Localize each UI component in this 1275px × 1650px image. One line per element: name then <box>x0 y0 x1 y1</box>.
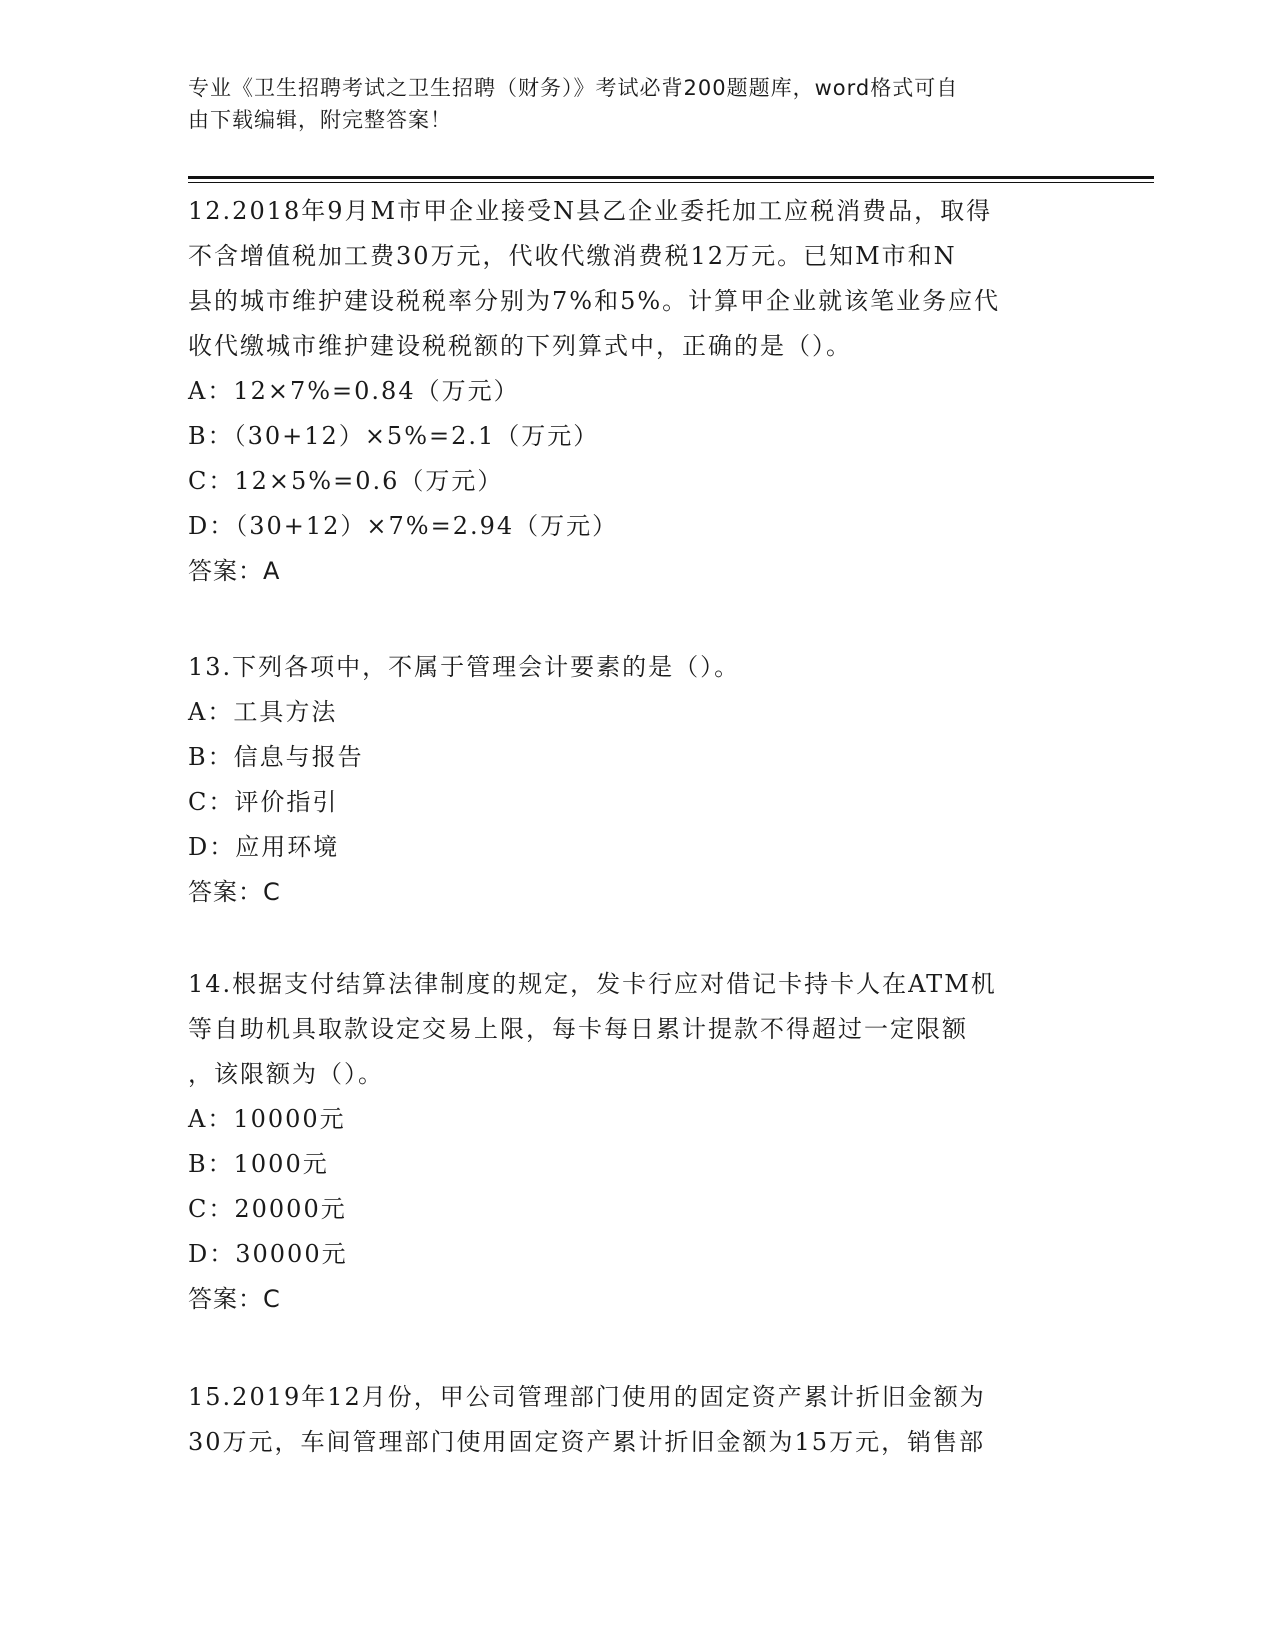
question-15 <box>188 1375 1088 1465</box>
option-b: B：信息与报告 <box>188 743 364 771</box>
option-a: A：工具方法 <box>188 698 338 726</box>
question-text-line: 30万元，车间管理部门使用固定资产累计折旧金额为15万元，销售部 <box>188 1428 986 1456</box>
question-text-line: 收代缴城市维护建设税税额的下列算式中，正确的是（）。 <box>188 332 852 360</box>
question-text-line: 15.2019年12月份，甲公司管理部门使用的固定资产累计折旧金额为 <box>188 1383 986 1411</box>
question-14 <box>188 962 1088 1322</box>
question-text-line: ，该限额为（）。 <box>188 1060 384 1088</box>
document-header <box>188 72 1088 136</box>
option-b: B：（30+12）×5%=2.1（万元） <box>188 422 600 450</box>
question-text-line: 12.2018年9月M市甲企业接受N县乙企业委托加工应税消费品，取得 <box>188 197 993 225</box>
question-text-line: 县的城市维护建设税税率分别为7%和5%。计算甲企业就该笔业务应代 <box>188 287 1001 315</box>
option-d: D：30000元 <box>188 1240 348 1268</box>
answer: 答案：C <box>188 1285 281 1313</box>
header-divider <box>188 176 1154 179</box>
question-text-line: 不含增值税加工费30万元，代收代缴消费税12万元。已知M市和N <box>188 242 957 270</box>
header-divider-thin <box>188 182 1154 183</box>
header-line: 专业《卫生招聘考试之卫生招聘（财务）》考试必背200题题库，word格式可自 <box>188 76 959 100</box>
question-12 <box>188 189 1088 594</box>
answer: 答案：C <box>188 878 281 906</box>
option-a: A：12×7%=0.84（万元） <box>188 377 520 405</box>
question-text-line: 13.下列各项中，不属于管理会计要素的是（）。 <box>188 653 741 681</box>
answer: 答案：A <box>188 557 281 585</box>
question-text-line: 等自助机具取款设定交易上限，每卡每日累计提款不得超过一定限额 <box>188 1015 968 1043</box>
header-line: 由下载编辑，附完整答案！ <box>188 108 452 132</box>
question-text-line: 14.根据支付结算法律制度的规定，发卡行应对借记卡持卡人在ATM机 <box>188 970 997 998</box>
option-d: D：应用环境 <box>188 833 340 861</box>
question-13 <box>188 645 1088 915</box>
option-c: C：12×5%=0.6（万元） <box>188 467 504 495</box>
option-a: A：10000元 <box>188 1105 346 1133</box>
option-c: C：评价指引 <box>188 788 339 816</box>
option-b: B：1000元 <box>188 1150 329 1178</box>
option-d: D：（30+12）×7%=2.94（万元） <box>188 512 619 540</box>
option-c: C：20000元 <box>188 1195 347 1223</box>
